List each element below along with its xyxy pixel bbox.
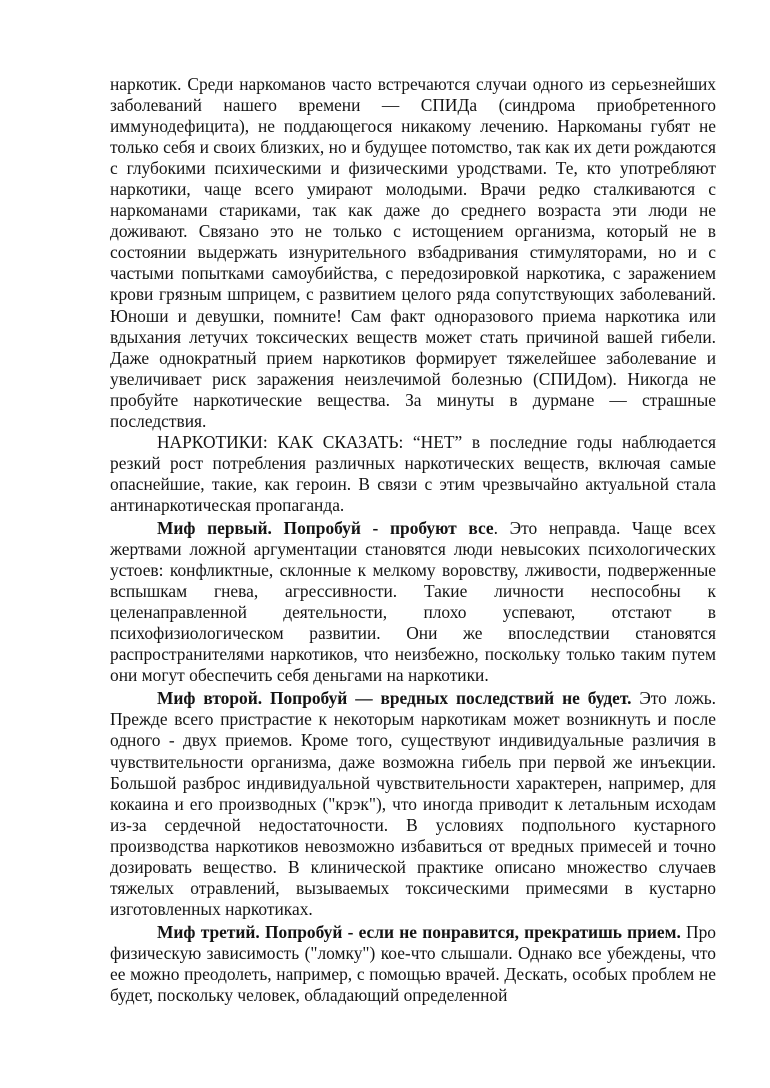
myth-one-text: . Это неправда. Чаще всех жертвами ложной аргументации становятся люди невысоких психологических устоев: конфликтные, склонные к мелкому воровству, лживости, подверженные вспышкам гнева, агрессивности. Такие личности неспособны к целенаправленной деятельности, плохо успевают, отстают в психофизиологическом развитии. Они же впоследствии становятся распространителями наркотиков, что неизбежно, поскольку только таким путем они могут обеспечить себя деньгами на наркотики. [110, 517, 716, 686]
myth-one-heading: Миф первый. Попробуй - пробуют все [157, 517, 494, 538]
paragraph-how-to-say-no: НАРКОТИКИ: КАК СКАЗАТЬ: “НЕТ” в последние годы наблюдается резкий рост потребления различных наркотических веществ, включая самые опаснейшие, такие, как героин. В связи с этим чрезвычайно актуальной стала антинаркотическая пропаганда. [110, 431, 716, 515]
myth-three-text: Про физическую зависимость ("ломку") кое-что слышали. Однако все убеждены, что ее можно преодолеть, например, с помощью врачей. Дескать, особых проблем не будет, поскольку человек, обладающий определенной [110, 921, 716, 1006]
document-page [110, 74, 716, 1006]
myth-two-heading: Миф второй. Попробуй — вредных последствий не будет. [157, 688, 632, 709]
paragraph-myth-one [110, 518, 716, 686]
myth-three-heading: Миф третий. Попробуй - если не понравится, прекратишь прием. [157, 921, 681, 942]
paragraph-myth-two [110, 688, 716, 920]
paragraph-intro: наркотик. Среди наркоманов часто встречаются случаи одного из серьезнейших заболеваний нашего времени — СПИДа (синдрома приобретенного иммунодефицита), не поддающегося никакому лечению. Наркоманы губят не только себя и своих близких, но и будущее потомство, так как их дети рождаются с глубокими психическими и физическими уродствами. Те, кто употребляют наркотики, чаще всего умирают молодыми. Врачи редко сталкиваются с наркоманами стариками, так как даже до среднего возраста эти люди не доживают. Связано это не только с истощением организма, который не в состоянии выдержать изнурительного взбадривания стимуляторами, но и с частыми попытками самоубийства, с передозировкой наркотика, с заражением крови грязным шприцем, с развитием целого ряда сопутствующих заболеваний. Юноши и девушки, помните! Сам факт одноразового приема наркотика или вдыхания летучих токсических веществ может стать причиной вашей гибели. Даже однократный прием наркотиков формирует тяжелейшее заболевание и увеличивает риск заражения неизлечимой болезнью (СПИДом). Никогда не пробуйте наркотические вещества. За минуты в дурмане — страшные последствия. [110, 74, 716, 431]
myth-two-text: Это ложь. Прежде всего пристрастие к некоторым наркотикам может возникнуть и после одного - двух приемов. Кроме того, существуют индивидуальные различия в чувствительности организма, даже возможна гибель при первой же инъекции. Большой разброс индивидуальной чувствительности характерен, например, для кокаина и его производных ("крэк"), что иногда приводит к летальным исходам из-за сердечной недостаточности. В условиях подпольного кустарного производства наркотиков невозможно избавиться от вредных примесей и точно дозировать вещество. В клинической практике описано множество случаев тяжелых отравлений, вызываемых токсическими примесями в кустарно изготовленных наркотиках. [110, 688, 716, 919]
paragraph-myth-three [110, 922, 716, 1006]
